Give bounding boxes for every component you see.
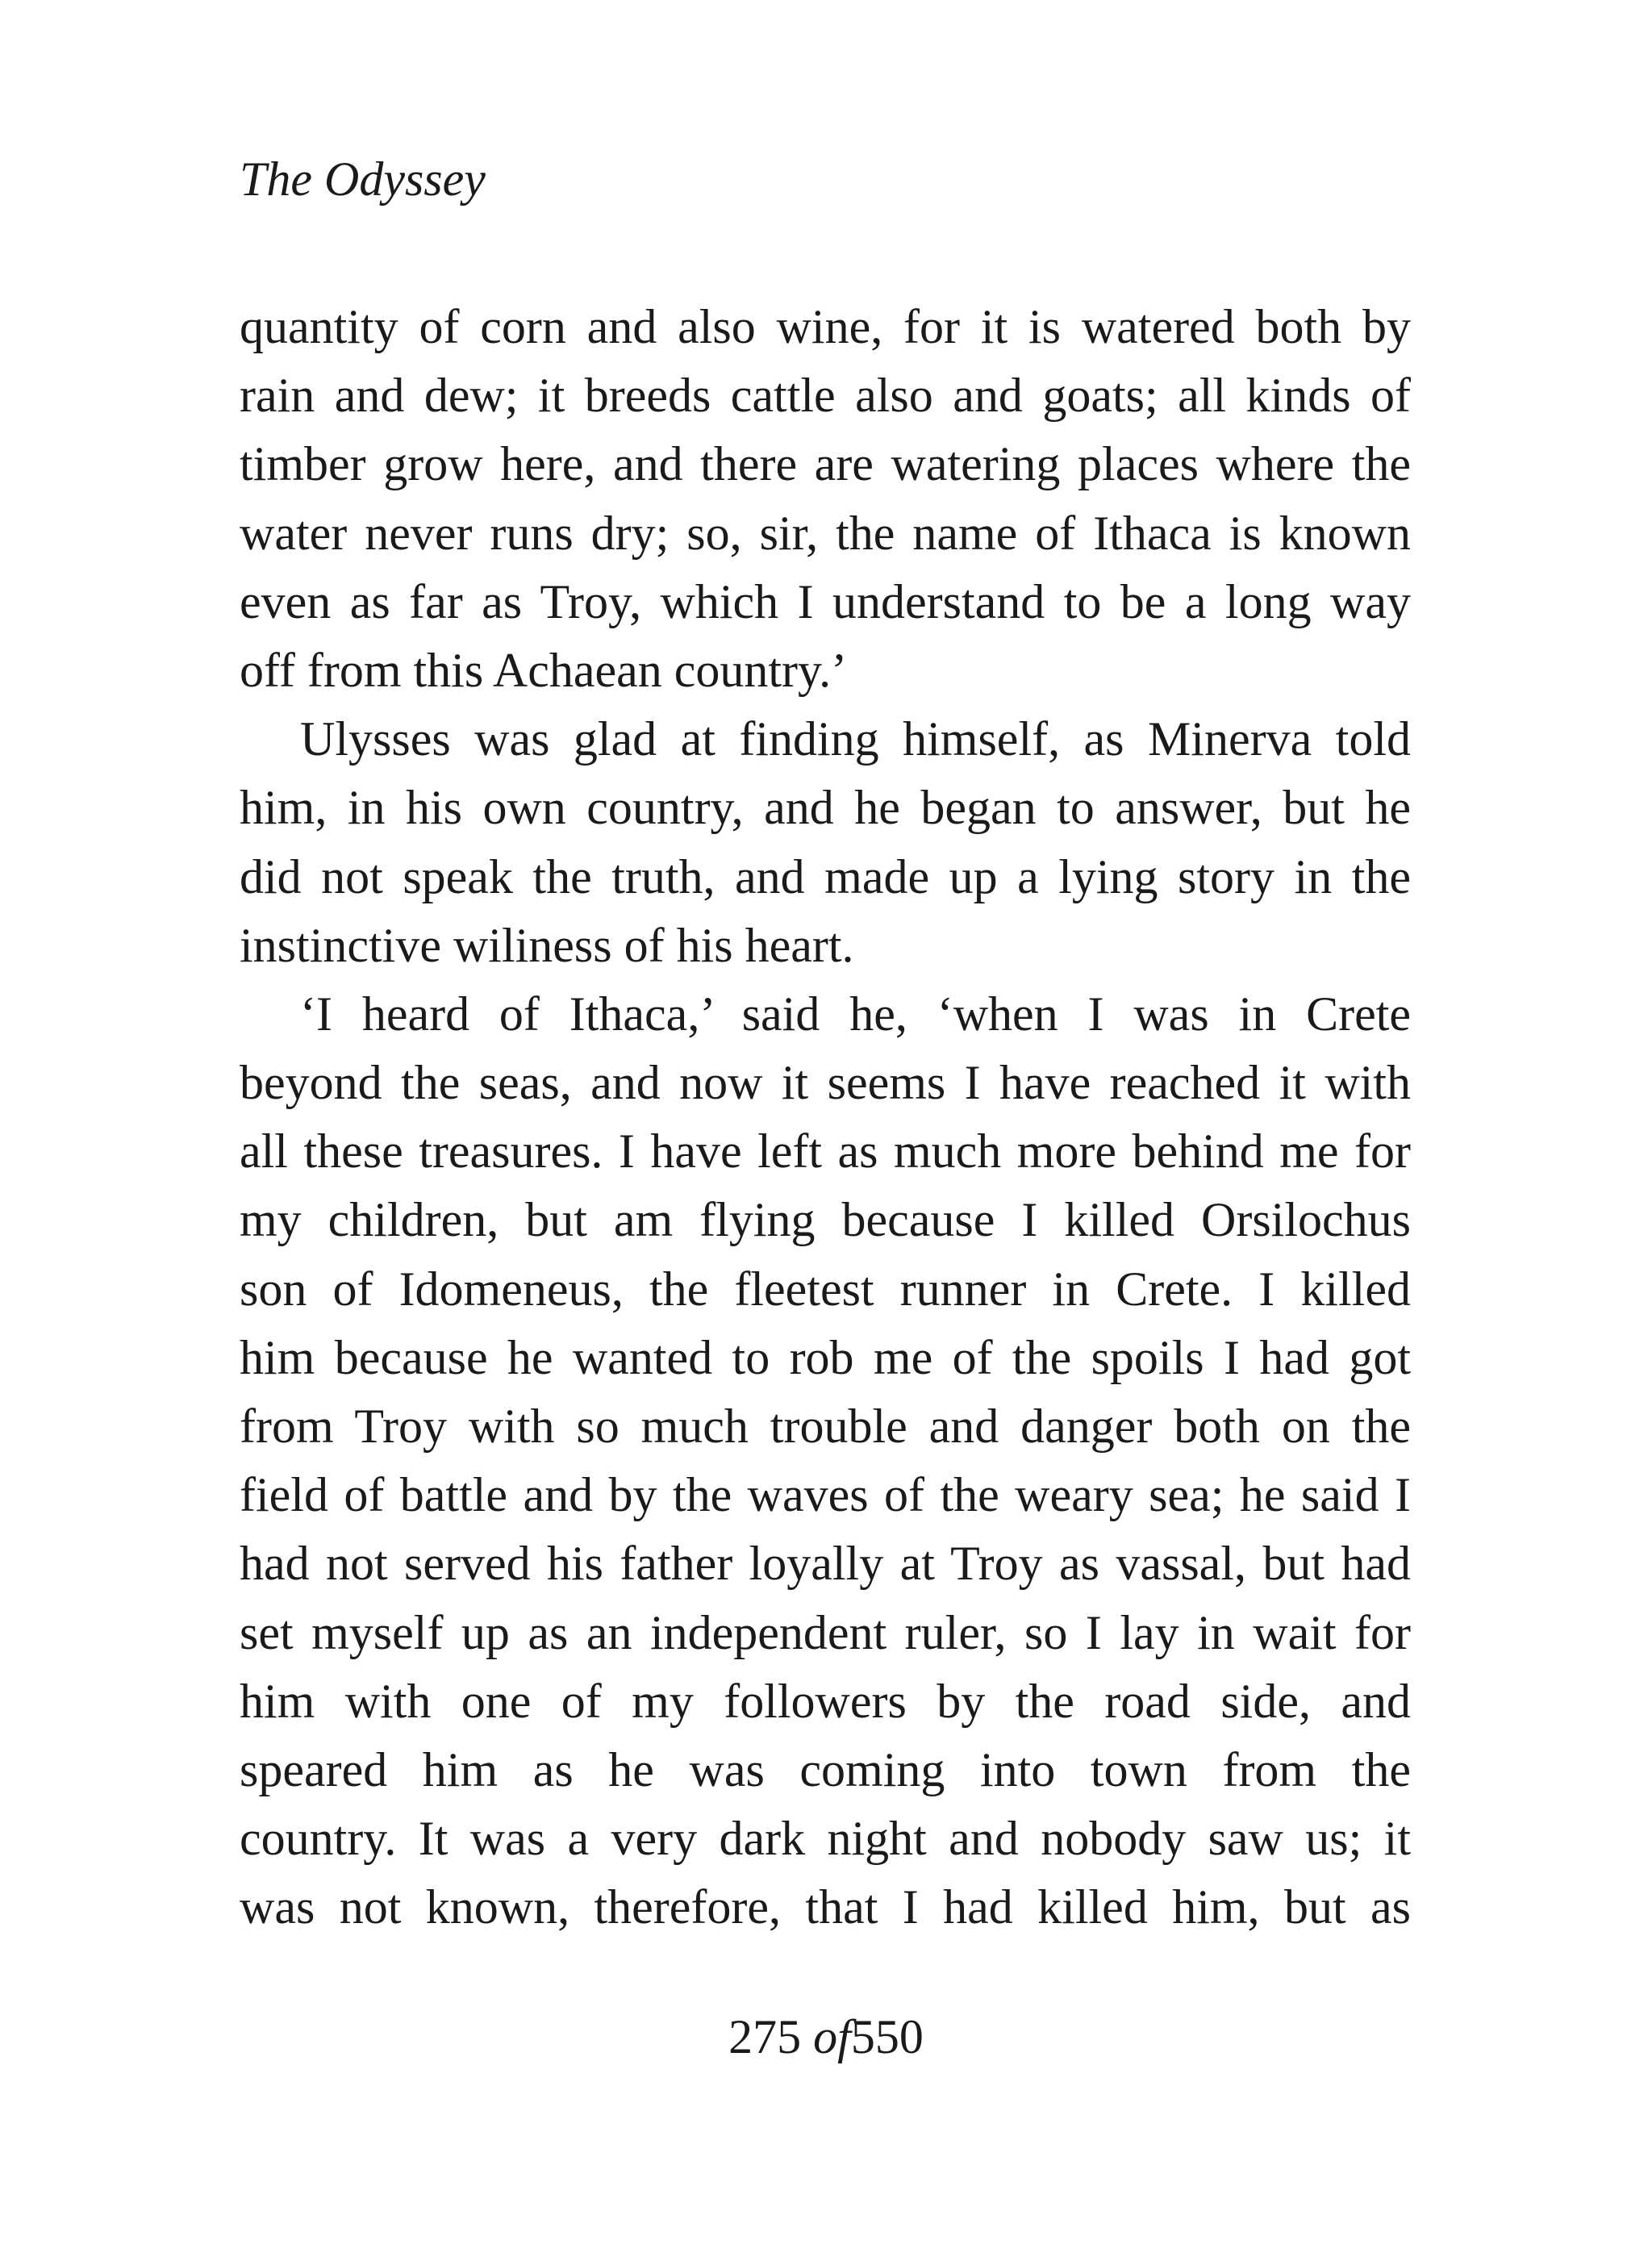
text-line: did not speak the truth, and made up a lying story in the [240,849,1411,903]
text-line: him because he wanted to rob me of the spoils I had got [240,1330,1411,1384]
text-line: water never runs dry; so, sir, the name of Ithaca is known [240,506,1411,560]
text-line: quantity of corn and also wine, for it is watered both by [240,300,1411,353]
text-line: country. It was a very dark night and nobody saw us; it [240,1812,1411,1866]
text-line: him, in his own country, and he began to answer, but he [240,781,1411,835]
text-line: field of battle and by the waves of the weary sea; he said I [240,1468,1411,1522]
text-line: all these treasures. I have left as much more behind me for [240,1124,1411,1179]
paragraph-first-line: Ulysses was glad at finding himself, as Minerva told [300,712,1411,766]
text-line: was not known, therefore, that I had killed him, but as [240,1880,1411,1934]
text-line: instinctive wiliness of his heart. [240,918,854,972]
page-number-of: of [813,2010,851,2063]
text-line: beyond the seas, and now it seems I have reached it with [240,1056,1411,1110]
text-line: my children, but am flying because I killed Orsilochus [240,1193,1411,1247]
text-line: speared him as he was coming into town from the [240,1742,1411,1796]
paragraph-first-line: ‘I heard of Ithaca,’ said he, ‘when I was in Crete [300,987,1411,1041]
text-line: rain and dew; it breeds cattle also and goats; all kinds of [240,369,1411,423]
body-text [240,293,1411,1942]
page-number-total: 550 [850,2010,924,2063]
text-line: off from this Achaean country.’ [240,643,848,697]
text-line: even as far as Troy, which I understand to be a long way [240,574,1411,628]
running-head: The Odyssey [240,152,486,206]
text-line: had not served his father loyally at Troy as vassal, but had [240,1537,1411,1591]
text-line: him with one of my followers by the road side, and [240,1674,1411,1728]
page-number-current: 275 [728,2010,802,2063]
text-line: timber grow here, and there are watering places where the [240,437,1411,491]
text-line: son of Idomeneus, the fleetest runner in Crete. I killed [240,1262,1411,1316]
text-line: set myself up as an independent ruler, so I lay in wait for [240,1605,1411,1659]
text-line: from Troy with so much trouble and danger both on the [240,1400,1411,1453]
page-number [0,2005,1652,2069]
